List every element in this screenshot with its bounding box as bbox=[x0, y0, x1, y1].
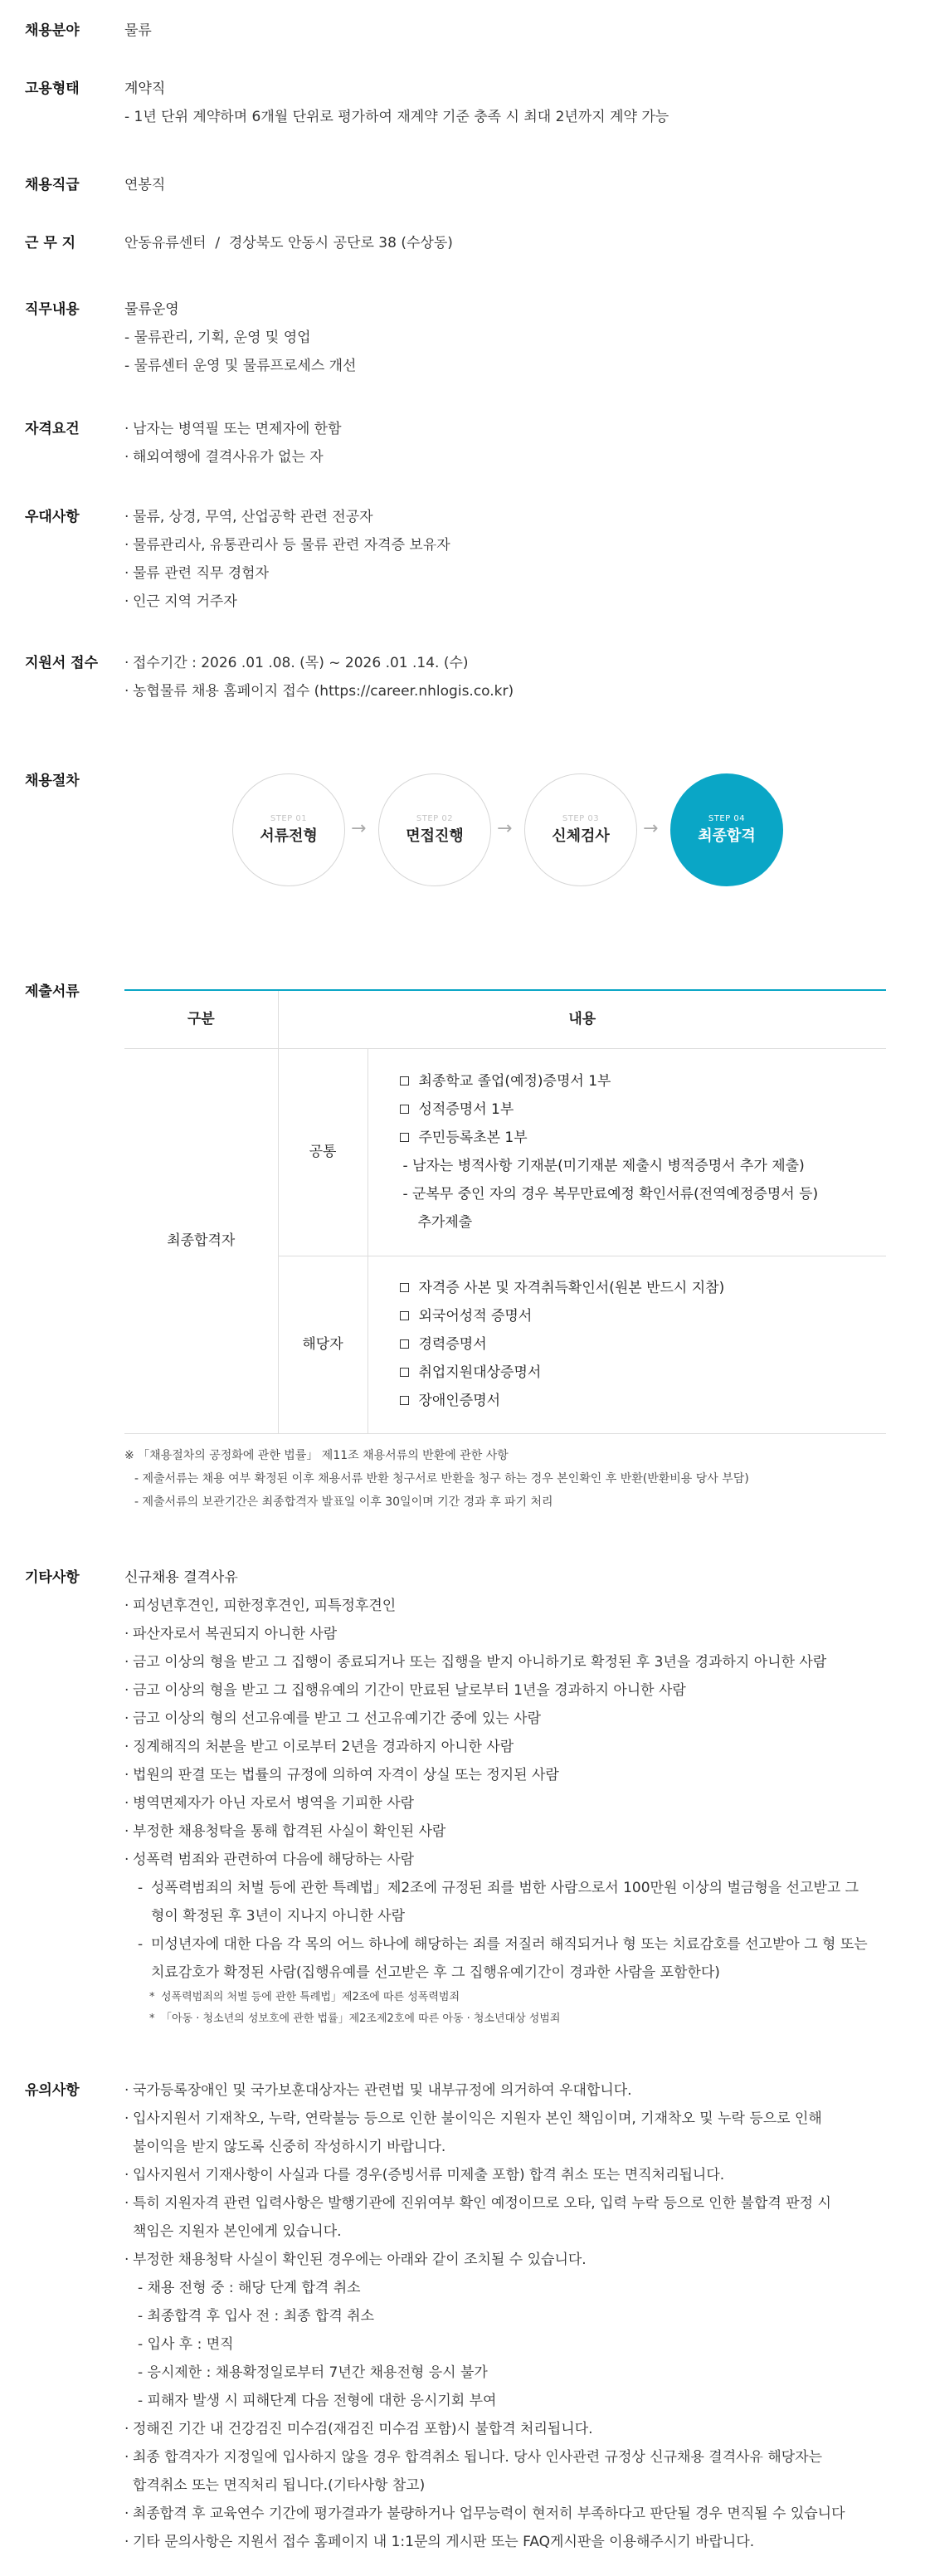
step-medical-check: STEP 03 신체검사 bbox=[524, 773, 637, 886]
employment-value: 계약직 bbox=[124, 80, 166, 97]
employment-label: 고용형태 bbox=[25, 80, 80, 97]
employment-row bbox=[25, 75, 669, 131]
preference-row bbox=[25, 503, 450, 616]
list-item: 최종학교 졸업(예정)증명서 1부 bbox=[400, 1067, 887, 1095]
caution-item: · 입사지원서 기재사항이 사실과 다를 경우(증빙서류 미제출 포함) 합격 취소 또는 면직처리됩니다. bbox=[124, 2167, 725, 2183]
list-item: 성적증명서 1부 bbox=[400, 1095, 887, 1124]
list-item: 장애인증명서 bbox=[400, 1387, 887, 1415]
caution-subitem: - 입사 후 : 면직 bbox=[138, 2336, 234, 2353]
table-header: 내용 bbox=[278, 990, 886, 1048]
arrow-icon: → bbox=[351, 818, 367, 839]
qualification-item: · 남자는 병역필 또는 면제자에 한함 bbox=[124, 421, 342, 437]
other-row bbox=[25, 1564, 868, 2030]
other-subitem: - 성폭력범죄의 처벌 등에 관한 특례법」제2조에 규정된 죄를 범한 사람으로서 100만원 이상의 벌금형을 선고받고 그 형이 확정된 후 3년이 지나지 아니한 사람 bbox=[138, 1880, 859, 1925]
caution-subitem: - 채용 전형 중 : 해당 단계 합격 취소 bbox=[138, 2280, 361, 2296]
application-period: · 접수기간 : 2026 .01 .08. (목) ~ 2026 .01 .14. (수) bbox=[124, 655, 469, 671]
job-posting-page bbox=[25, 0, 896, 2576]
other-item: · 부정한 채용청탁을 통해 합격된 사실이 확인된 사람 bbox=[124, 1823, 446, 1840]
application-row bbox=[25, 649, 514, 705]
caution-subitem: - 최종합격 후 입사 전 : 최종 합격 취소 bbox=[138, 2308, 374, 2325]
documents-table bbox=[124, 989, 886, 1434]
other-item: · 법원의 판결 또는 법률의 규정에 의하여 자격이 상실 또는 정지된 사람 bbox=[124, 1767, 559, 1783]
other-item: · 금고 이상의 형의 선고유예를 받고 그 선고유예기간 중에 있는 사람 bbox=[124, 1710, 542, 1727]
caution-subitem: - 피해자 발생 시 피해단계 다음 전형에 대한 응시기회 부여 bbox=[138, 2393, 497, 2409]
common-label: 공통 bbox=[278, 1048, 368, 1256]
caution-row bbox=[25, 2076, 845, 2556]
location-label: 근 무 지 bbox=[25, 235, 76, 251]
other-star-note: * 「아동 · 청소년의 성보호에 관한 법률」제2조제2호에 따른 아동 · 청소년대상 성범죄 bbox=[149, 2013, 561, 2025]
arrow-icon: → bbox=[643, 818, 659, 839]
area-label: 채용분야 bbox=[25, 22, 80, 39]
duty-item: - 물류관리, 기획, 운영 및 영업 bbox=[124, 329, 311, 346]
preference-item: · 인근 지역 거주자 bbox=[124, 593, 237, 610]
caution-item: · 정해진 기간 내 건강검진 미수검(재검진 미수검 포함)시 불합격 처리됩니다. bbox=[124, 2421, 593, 2437]
caution-item: · 최종 합격자가 지정일에 입사하지 않을 경우 합격취소 됩니다. 당사 인사관련 규정상 신규채용 결격사유 해당자는 합격취소 또는 면직처리 됩니다.(기타사항 참고) bbox=[124, 2449, 823, 2494]
list-subitem: 추가제출 bbox=[417, 1214, 473, 1231]
other-item: · 피성년후견인, 피한정후견인, 피특정후견인 bbox=[124, 1598, 397, 1614]
documents-note: - 제출서류의 보관기간은 최종합격자 발표일 이후 30일이며 기간 경과 후 파기 처리 bbox=[134, 1495, 553, 1509]
area-row bbox=[25, 17, 152, 45]
duty-label: 직무내용 bbox=[25, 301, 80, 318]
qualification-row bbox=[25, 415, 342, 471]
grade-row bbox=[25, 171, 165, 199]
duty-value: 물류운영 bbox=[124, 301, 179, 318]
list-subitem: - 군복무 중인 자의 경우 복무만료예정 확인서류(전역예정증명서 등) bbox=[402, 1186, 819, 1203]
list-item: 경력증명서 bbox=[400, 1330, 887, 1359]
documents-notes bbox=[124, 1444, 886, 1514]
documents-table-wrap bbox=[124, 989, 886, 1514]
caution-label: 유의사항 bbox=[25, 2082, 80, 2099]
other-item: · 금고 이상의 형을 받고 그 집행이 종료되거나 또는 집행을 받지 아니하기로 확정된 후 3년을 경과하지 아니한 사람 bbox=[124, 1654, 827, 1671]
arrow-icon: → bbox=[497, 818, 513, 839]
caution-list bbox=[124, 2076, 845, 2556]
group-cell: 최종합격자 bbox=[124, 1048, 278, 1433]
list-item: 자격증 사본 및 자격취득확인서(원본 반드시 지참) bbox=[400, 1274, 887, 1302]
documents-note: ※ 「채용절차의 공정화에 관한 법률」 제11조 채용서류의 반환에 관한 사항 bbox=[124, 1448, 509, 1462]
caution-item: · 입사지원서 기재착오, 누락, 연락불능 등으로 인한 불이익은 지원자 본인 책임이며, 기재착오 및 누락 등으로 인해 불이익을 받지 않도록 신중히 작성하시기 바랍니다. bbox=[124, 2110, 822, 2155]
qualification-item: · 해외여행에 결격사유가 없는 자 bbox=[124, 449, 324, 466]
area-value: 물류 bbox=[124, 22, 152, 39]
preference-item: · 물류관리사, 유통관리사 등 물류 관련 자격증 보유자 bbox=[124, 537, 450, 554]
other-item: · 금고 이상의 형을 받고 그 집행유예의 기간이 만료된 날로부터 1년을 경과하지 아니한 사람 bbox=[124, 1682, 686, 1699]
list-item: 외국어성적 증명서 bbox=[400, 1302, 887, 1330]
other-item: · 파산자로서 복권되지 아니한 사람 bbox=[124, 1626, 338, 1642]
list-item: 취업지원대상증명서 bbox=[400, 1359, 887, 1387]
caution-item: · 국가등록장애인 및 국가보훈대상자는 관련법 및 내부규정에 의거하여 우대합니다. bbox=[124, 2082, 632, 2099]
process-label: 채용절차 bbox=[25, 773, 80, 789]
qualification-label: 자격요건 bbox=[25, 421, 80, 437]
duty-row bbox=[25, 295, 356, 380]
location-value: 안동유류센터 / 경상북도 안동시 공단로 38 (수상동) bbox=[124, 235, 453, 251]
caution-item: · 부정한 채용청탁 사실이 확인된 경우에는 아래와 같이 조치될 수 있습니다. bbox=[124, 2252, 587, 2268]
grade-value: 연봉직 bbox=[124, 177, 166, 193]
grade-label: 채용직급 bbox=[25, 177, 80, 193]
table-row bbox=[124, 1048, 886, 1256]
employment-note: - 1년 단위 계약하며 6개월 단위로 평가하여 재계약 기준 충족 시 최대 2년까지 계약 가능 bbox=[124, 109, 669, 125]
documents-note: - 제출서류는 채용 여부 확정된 이후 채용서류 반환 청구서로 반환을 청구 하는 경우 본인확인 후 반환(반환비용 당사 부담) bbox=[134, 1471, 749, 1486]
caution-item: · 특히 지원자격 관련 입력사항은 발행기관에 진위여부 확인 예정이므로 오타, 입력 누락 등으로 인한 불합격 판정 시 책임은 지원자 본인에게 있습니다. bbox=[124, 2195, 831, 2240]
applicable-label: 해당자 bbox=[278, 1256, 368, 1433]
other-head: 신규채용 결격사유 bbox=[124, 1569, 238, 1586]
documents-label: 제출서류 bbox=[25, 983, 80, 1000]
application-label: 지원서 접수 bbox=[25, 655, 99, 671]
caution-item: · 기타 문의사항은 지원서 접수 홈페이지 내 1:1문의 게시판 또는 FAQ게시판을 이용해주시기 바랍니다. bbox=[124, 2534, 755, 2550]
step-interview: STEP 02 면접진행 bbox=[378, 773, 491, 886]
table-header: 구분 bbox=[124, 990, 278, 1048]
list-item: 주민등록초본 1부 bbox=[400, 1124, 887, 1152]
application-site: · 농협물류 채용 홈페이지 접수 (https://career.nhlogis.co.kr) bbox=[124, 683, 514, 700]
other-item: · 병역면제자가 아닌 자로서 병역을 기피한 사람 bbox=[124, 1795, 415, 1812]
duty-item: - 물류센터 운영 및 물류프로세스 개선 bbox=[124, 358, 357, 374]
preference-item: · 물류, 상경, 무역, 산업공학 관련 전공자 bbox=[124, 509, 373, 525]
process-steps bbox=[232, 773, 813, 890]
caution-subitem: - 응시제한 : 채용확정일로부터 7년간 채용전형 응시 불가 bbox=[138, 2364, 488, 2381]
preference-item: · 물류 관련 직무 경험자 bbox=[124, 565, 270, 582]
caution-item: · 최종합격 후 교육연수 기간에 평가결과가 불량하거나 업무능력이 현저히 부족하다고 판단될 경우 면직될 수 있습니다 bbox=[124, 2505, 845, 2522]
list-subitem: - 남자는 병적사항 기재분(미기재분 제출시 병적증명서 추가 제출) bbox=[402, 1158, 805, 1174]
location-row bbox=[25, 229, 453, 257]
other-subitem: - 미성년자에 대한 다음 각 목의 어느 하나에 해당하는 죄를 저질러 해직되거나 형 또는 치료감호를 선고받아 그 형 또는 치료감호가 확정된 사람(집행유예를 선고받은 후 그 집행유예기간이 경과한 사람을 포함한다) bbox=[138, 1936, 868, 1981]
other-label: 기타사항 bbox=[25, 1569, 80, 1586]
other-item: · 성폭력 범죄와 관련하여 다음에 해당하는 사람 bbox=[124, 1852, 415, 1868]
step-document-screening: STEP 01 서류전형 bbox=[232, 773, 345, 886]
other-star-note: * 성폭력범죄의 처벌 등에 관한 특례법」제2조에 따른 성폭력범죄 bbox=[149, 1991, 460, 2003]
other-item: · 징계해직의 처분을 받고 이로부터 2년을 경과하지 아니한 사람 bbox=[124, 1739, 514, 1755]
preference-label: 우대사항 bbox=[25, 509, 80, 525]
step-final-pass: STEP 04 최종합격 bbox=[670, 773, 783, 886]
